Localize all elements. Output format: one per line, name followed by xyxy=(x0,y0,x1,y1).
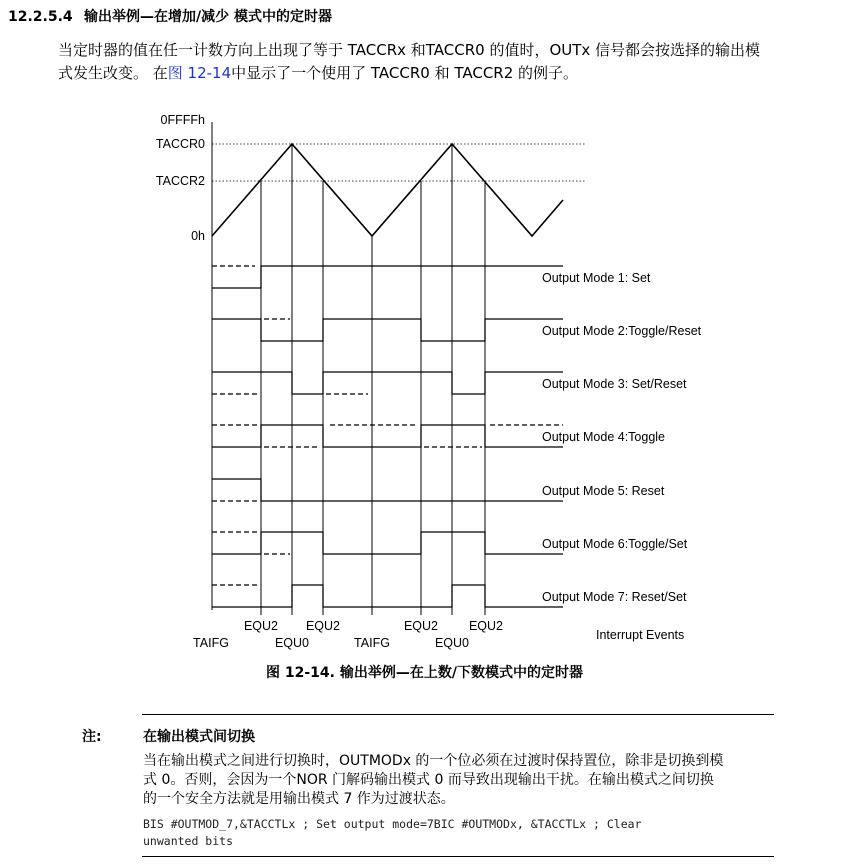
note-title: 在输出模式间切换 xyxy=(143,729,255,745)
event-label-equ2-4: EQU2 xyxy=(468,619,504,633)
event-label-taifg-2: TAIFG xyxy=(354,636,390,650)
code-line-1: BIS #OUTMOD_7,&TACCTLx ; Set output mode=7BIC #OUTMODx, &TACCTLx ; Clear xyxy=(143,817,642,831)
note-line-2: 式 0。否则，会因为一个NOR 门解码输出模式 0 而导致出现输出干扰。在输出模式之间切换 xyxy=(143,772,714,788)
mode5-label: Output Mode 5: Reset xyxy=(542,484,665,498)
section-title: 输出举例—在增加/减少 模式中的定时器 xyxy=(84,9,332,25)
event-label-equ2-2: EQU2 xyxy=(305,619,341,633)
mode3-label: Output Mode 3: Set/Reset xyxy=(542,377,687,391)
mode7-label: Output Mode 7: Reset/Set xyxy=(542,590,687,604)
mode3-waveform xyxy=(212,372,563,394)
intro-line-2-post: 中显示了一个使用了 TACCR0 和 TACCR2 的例子。 xyxy=(231,64,579,82)
event-label-equ2-1: EQU2 xyxy=(243,619,279,633)
note-top-rule xyxy=(142,714,774,715)
mode1-label: Output Mode 1: Set xyxy=(542,271,651,285)
note-label: 注: xyxy=(82,729,102,745)
label-taccr0: TACCR0 xyxy=(155,137,205,151)
event-label-taifg-1: TAIFG xyxy=(193,636,229,650)
note-body xyxy=(143,752,783,809)
interrupt-events-label: Interrupt Events xyxy=(596,628,685,642)
mode4-label: Output Mode 4:Toggle xyxy=(542,430,665,444)
event-label-equ2-3: EQU2 xyxy=(403,619,439,633)
note-bottom-rule xyxy=(142,856,774,857)
code-line-2: unwanted bits xyxy=(143,834,234,848)
label-0ffffh: 0FFFFh xyxy=(160,113,205,127)
intro-line-2-pre: 式发生改变。 在 xyxy=(58,64,168,82)
event-label-equ0-1: EQU0 xyxy=(274,636,310,650)
mode2-label: Output Mode 2:Toggle/Reset xyxy=(542,324,702,338)
label-taccr2: TACCR2 xyxy=(155,174,205,188)
event-label-equ0-2: EQU0 xyxy=(434,636,470,650)
mode7-waveform xyxy=(212,585,563,607)
note-line-3: 的一个安全方法就是用输出模式 7 作为过渡状态。 xyxy=(143,791,455,807)
mode5-waveform xyxy=(212,479,563,501)
label-0h: 0h xyxy=(191,229,205,243)
intro-line-1: 当定时器的值在任一计数方向上出现了等于 TACCRx 和TACCR0 的值时，OUTx 信号都会按选择的输出模 xyxy=(58,41,761,59)
mode4-waveform xyxy=(212,425,563,447)
mode1-waveform xyxy=(212,266,563,288)
mode2-waveform xyxy=(212,319,563,341)
figure-link[interactable]: 图 12-14 xyxy=(167,64,232,82)
code-block xyxy=(143,816,642,850)
mode6-label: Output Mode 6:Toggle/Set xyxy=(542,537,688,551)
note-line-1: 当在输出模式之间进行切换时，OUTMODx 的一个位必须在过渡时保持置位，除非是切换到模 xyxy=(143,753,724,769)
mode6-waveform xyxy=(212,532,563,554)
section-number: 12.2.5.4 xyxy=(8,9,73,25)
figure-caption: 图 12-14. 输出举例—在上数/下数模式中的定时器 xyxy=(266,665,583,681)
counter-waveform xyxy=(212,144,563,236)
